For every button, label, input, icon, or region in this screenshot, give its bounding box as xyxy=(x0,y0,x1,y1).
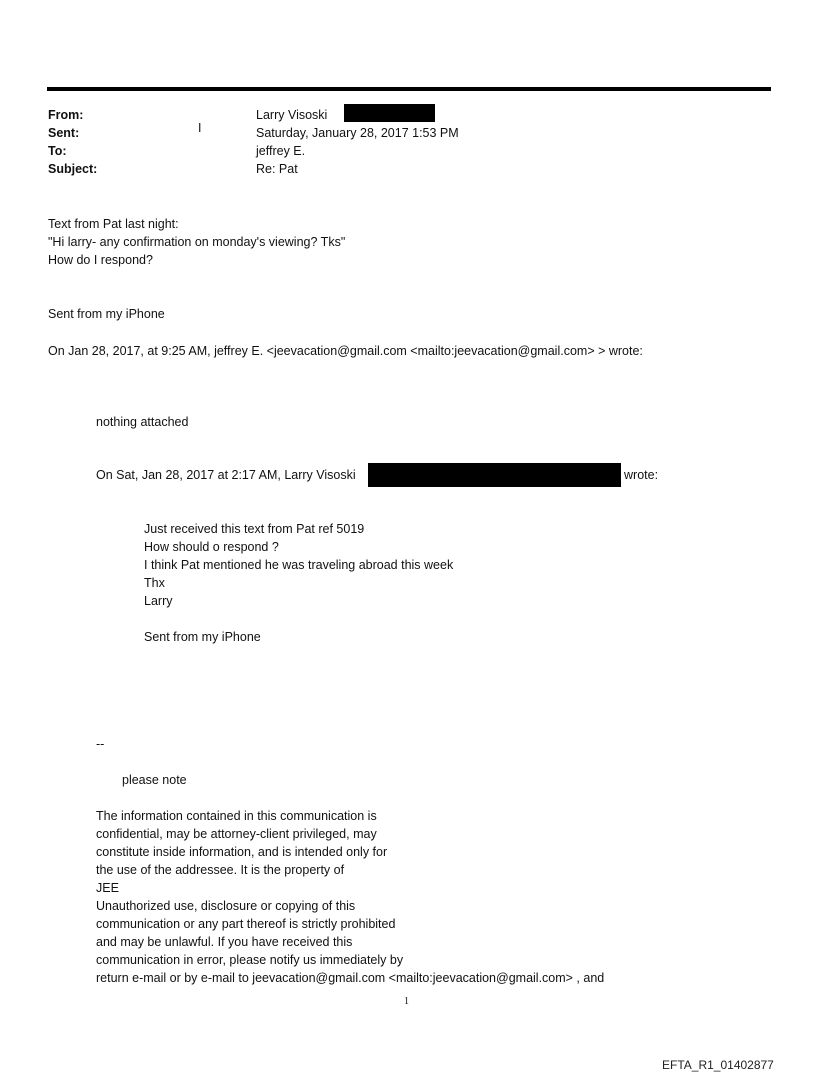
disclaimer-line: constitute inside information, and is intended only for xyxy=(96,845,388,859)
disclaimer-line: confidential, may be attorney-client privileged, may xyxy=(96,827,377,841)
disclaimer-line: JEE xyxy=(96,881,119,895)
redaction-box xyxy=(368,463,621,487)
sent-value: Saturday, January 28, 2017 1:53 PM xyxy=(256,126,459,140)
header-rule xyxy=(47,87,771,91)
disclaimer-line: communication or any part thereof is strictly prohibited xyxy=(96,917,396,931)
body-line: "Hi larry- any confirmation on monday's viewing? Tks" xyxy=(48,235,346,249)
body-line: Text from Pat last night: xyxy=(48,217,179,231)
page-number: 1 xyxy=(404,996,409,1007)
document-id: EFTA_R1_01402877 xyxy=(662,1058,774,1072)
sig-note: please note xyxy=(122,773,187,787)
quote1-intro-prefix: On Sat, Jan 28, 2017 at 2:17 AM, Larry Visoski xyxy=(96,468,356,482)
quote2-line: Thx xyxy=(144,576,165,590)
body-line: How do I respond? xyxy=(48,253,153,267)
quote-intro: On Jan 28, 2017, at 9:25 AM, jeffrey E. <jeevacation@gmail.com <mailto:jeevacation@gmail.com> > wrote: xyxy=(48,344,643,358)
sent-label: Sent: xyxy=(48,126,80,140)
disclaimer-line: Unauthorized use, disclosure or copying of this xyxy=(96,899,356,913)
quote2-signature: Sent from my iPhone xyxy=(144,630,261,644)
disclaimer-line: the use of the addressee. It is the property of xyxy=(96,863,345,877)
sig-dashes: -- xyxy=(96,737,105,751)
to-value: jeffrey E. xyxy=(256,144,306,158)
subject-label: Subject: xyxy=(48,162,98,176)
stray-mark: I xyxy=(198,121,202,135)
quote2-line: I think Pat mentioned he was traveling abroad this week xyxy=(144,558,454,572)
from-label: From: xyxy=(48,108,84,122)
disclaimer-line: The information contained in this communication is xyxy=(96,809,377,823)
disclaimer-line: return e-mail or by e-mail to jeevacation@gmail.com <mailto:jeevacation@gmail.com> , and xyxy=(96,971,605,985)
quote2-line: How should o respond ? xyxy=(144,540,279,554)
disclaimer-line: communication in error, please notify us immediately by xyxy=(96,953,404,967)
quote1-intro-suffix: wrote: xyxy=(624,468,659,482)
disclaimer-line: and may be unlawful. If you have received this xyxy=(96,935,353,949)
to-label: To: xyxy=(48,144,67,158)
subject-value: Re: Pat xyxy=(256,162,298,176)
redaction-box xyxy=(344,104,435,122)
from-value: Larry Visoski xyxy=(256,108,328,122)
quote2-line: Larry xyxy=(144,594,173,608)
body-signature: Sent from my iPhone xyxy=(48,307,165,321)
quote2-line: Just received this text from Pat ref 5019 xyxy=(144,522,365,536)
quote1-text: nothing attached xyxy=(96,415,189,429)
